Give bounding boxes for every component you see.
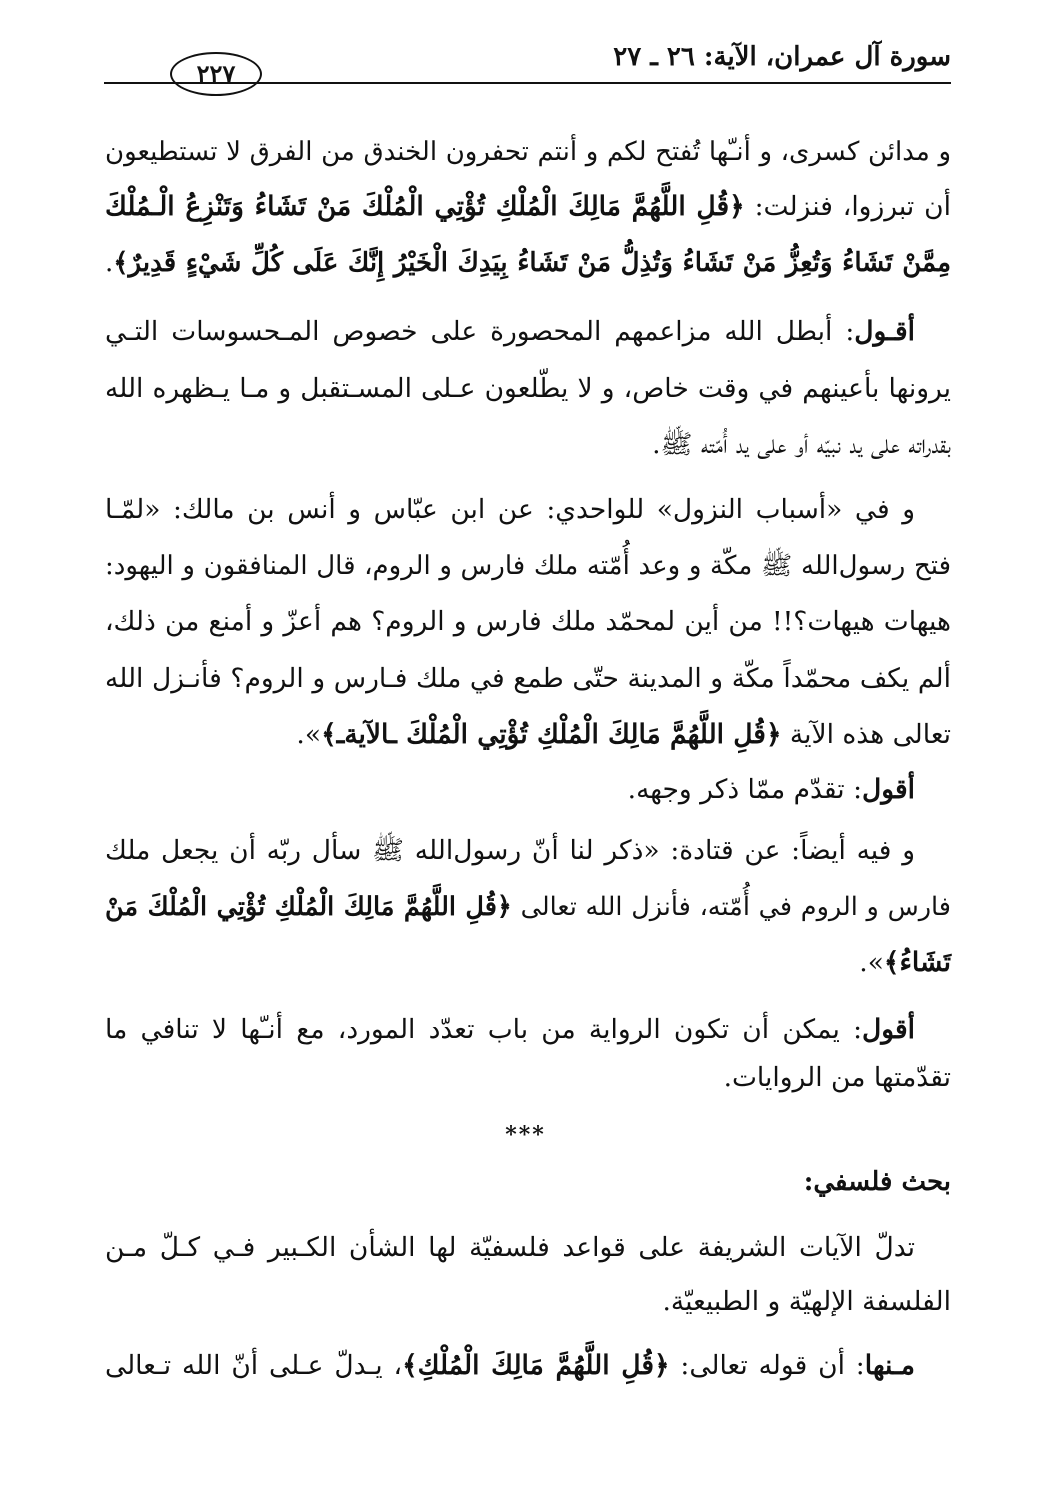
text-line (105, 887, 951, 927)
quran-verse: ﴿قُلِ اللَّهُمَّ مَالِكَ الْمُلْكِ تُؤْتِي الْمُلْكَ مَنْ (105, 892, 512, 922)
text-line (105, 425, 951, 465)
text-line (105, 1282, 951, 1322)
text-line (105, 943, 951, 983)
text-segment: . (105, 248, 114, 278)
text-segment: تدلّ الآيات الشريفة على قواعد فلسفيّة لها الشأن الكـبير فـي كـلّ مـن (105, 1232, 915, 1263)
keyword-label: أقول (862, 1014, 915, 1045)
text-segment: و في «أسباب النزول» للواحدي: عن ابن عبّاس و أنس بن مالك: «لمّـا (105, 494, 915, 525)
quran-verse: ﴿قُلِ اللَّهُمَّ مَالِكَ الْمُلْكِ تُؤْتِي الْمُلْكَ مَنْ تَشَاءُ وَتَنْزِعُ الْـمُلْكَ (105, 191, 745, 222)
text-line (105, 602, 951, 642)
text-segment: فارس و الروم في أُمّته، فأنزل الله تعالى (511, 892, 951, 922)
text-segment: فتح رسول‌الله ﷺ مكّة و وعد أُمّته ملك فارس و الروم، قال المنافقون و اليهود: (105, 551, 951, 581)
running-header-title: سورة آل عمران، الآية: ٢٦ ـ ٢٧ (613, 42, 951, 72)
text-segment: ، يـدلّ عـلى أنّ الله تـعالى (105, 1350, 403, 1381)
text-segment: و فيه أيضاً: عن قتادة: «ذكر لنا أنّ رسول‌الله ﷺ سأل ربّه أن يجعل ملك (105, 835, 915, 866)
text-segment: ألم يكف محمّداً مكّة و المدينة حتّى طمع في ملك فـارس و الروم؟ فأنـزل الله (105, 663, 951, 694)
text-line (105, 1228, 951, 1268)
text-segment: يرونها بأعينهم في وقت خاص، و لا يطّلعون عـلى المسـتقبل و مـا يـظهره الله (105, 373, 951, 404)
quran-verse: تَشَاءُ﴾ (883, 947, 951, 978)
text-line (105, 369, 951, 409)
header-divider (104, 82, 951, 84)
text-segment: : أن قوله تعالى: (669, 1350, 865, 1381)
text-segment: أن تبرزوا، فنزلت: (744, 191, 951, 222)
keyword-label: أقـول (854, 316, 915, 347)
text-line (105, 546, 951, 586)
text-line (105, 243, 951, 283)
text-line (105, 132, 951, 172)
text-segment: ». (859, 947, 884, 978)
text-segment: و مدائن كسرى، و أنـّها تُفتح لكم و أنتم تحفرون الخندق من الفرق لا تستطيعون (105, 137, 951, 167)
quran-verse: ﴿قُلِ اللَّهُمَّ مَالِكَ الْمُلْكِ﴾ (402, 1350, 670, 1381)
text-line (105, 1058, 951, 1098)
section-separator: *** (505, 1122, 546, 1148)
text-segment: : أبطل الله مزاعمهم المحصورة على خصوص المـحسوسات التـي (105, 316, 855, 347)
text-segment: : يمكن أن تكون الرواية من باب تعدّد المورد، مع أنـّها لا تنافي ما (105, 1014, 863, 1045)
text-line (105, 187, 951, 227)
text-segment: ». (296, 719, 322, 750)
text-line (105, 715, 951, 755)
text-segment: : تقدّم ممّا ذكر وجهه. (627, 774, 863, 805)
quran-verse: ﴿قُلِ اللَّهُمَّ مَالِكَ الْمُلْكِ تُؤْتِي الْمُلْكَ ـالآيةـ﴾ (321, 719, 782, 750)
page-number-badge: ٢٢٧ (170, 52, 262, 96)
text-line (105, 312, 951, 352)
text-segment: تعالى هذه الآية (781, 719, 951, 750)
text-line (105, 1010, 951, 1050)
section-heading: بحث فلسفي: (803, 1167, 951, 1197)
text-line (105, 659, 951, 699)
text-segment: الفلسفة الإلهيّة و الطبيعيّة. (662, 1286, 951, 1317)
keyword-label: أقول (862, 774, 915, 805)
keyword-label: مـنها (864, 1350, 915, 1381)
quran-verse: مِمَّنْ تَشَاءُ وَتُعِزُّ مَنْ تَشَاءُ وَتُذِلُّ مَنْ تَشَاءُ بِيَدِكَ الْخَيْرُ إِنَّكَ عَلَى كُلِّ شَيْءٍ قَدِيرٌ﴾ (113, 248, 951, 278)
text-line (105, 770, 951, 810)
text-segment: هيهات هيهات؟!! من أين لمحمّد ملك فارس و الروم؟ هم أعزّ و أمنع من ذلك، (105, 606, 951, 637)
text-segment: بقدراته على يد نبيّه أو على يد أُمّته ﷺ. (652, 429, 951, 460)
text-line (105, 490, 951, 530)
text-line (105, 831, 951, 871)
text-line (105, 1346, 951, 1386)
text-segment: تقدّمتها من الروايات. (723, 1062, 951, 1093)
